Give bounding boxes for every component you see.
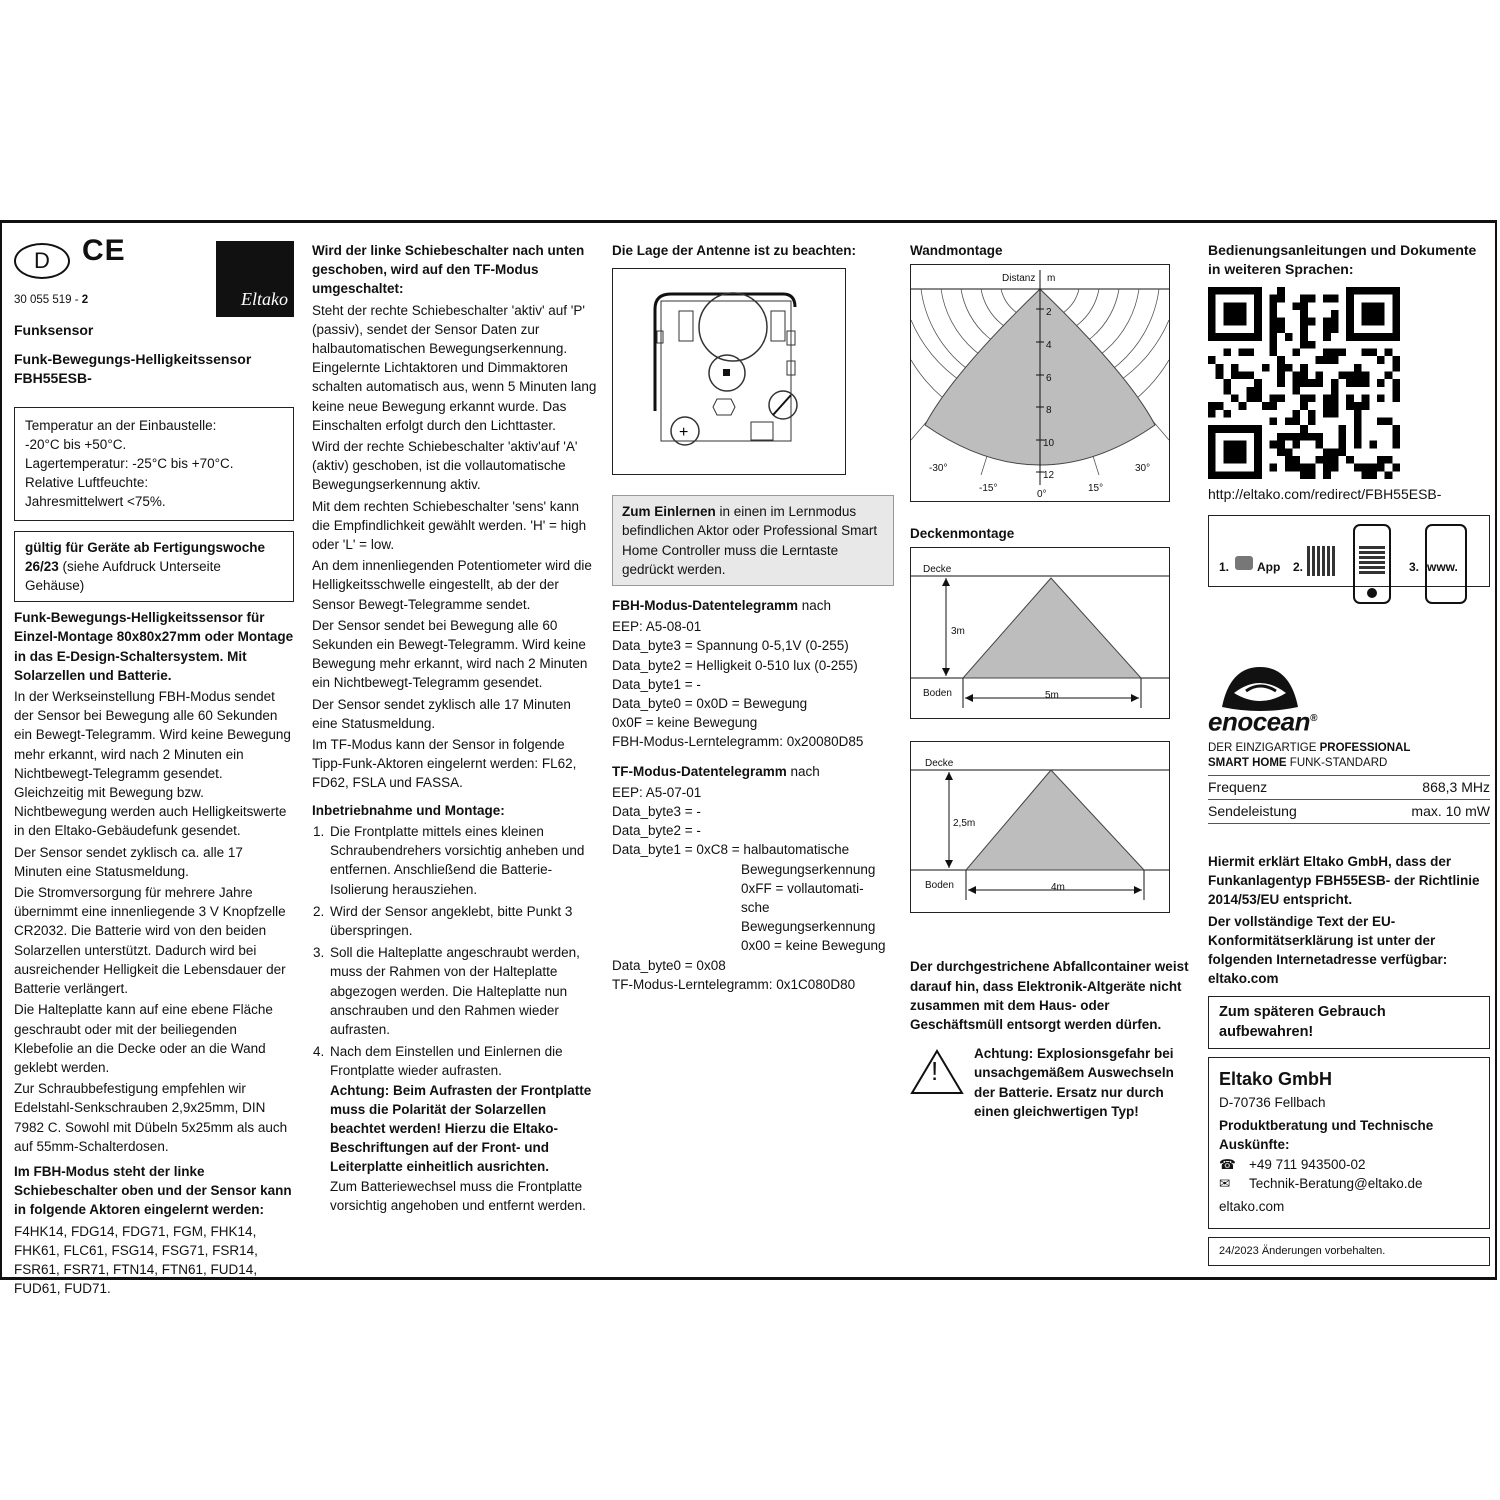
website: eltako.com <box>1219 1199 1285 1215</box>
docs-url: http://eltako.com/redirect/FBH55ESB- <box>1208 486 1442 503</box>
conformity-declaration: Hiermit erklärt Eltako GmbH, dass der Funkanlagentyp FBH55ESB- der Richtlinie 2014/53/EU entspricht. <box>1208 854 1480 908</box>
paragraph: Die Halteplatte kann auf eine ebene Fläche geschraubt oder mit der beiliegenden Klebefolie an die Decke oder an die Wand geklebt werden. <box>14 1002 273 1075</box>
model-number: FBH55ESB- <box>14 370 92 387</box>
step-1-number: 1. <box>1219 559 1230 574</box>
contact-box <box>1208 1057 1490 1229</box>
angle-label: 0° <box>1037 489 1047 501</box>
spec-line: Temperatur an der Einbaustelle: <box>25 417 217 433</box>
conformity-text-link: Der vollständige Text der EU-Konformitätserklärung ist unter der folgenden Internetadresse verfügbar: eltako.com <box>1208 913 1448 987</box>
column-2 <box>312 241 597 1218</box>
tf-line: Bewegungserkennung <box>741 919 876 935</box>
distance-tick: 8 <box>1046 405 1052 417</box>
ceiling-label: Decke <box>925 758 954 770</box>
tf-line: Data_byte1 = 0xC8 = halbautomatische <box>612 842 850 858</box>
country-badge: D <box>14 243 70 279</box>
setup-step: 2. Wird der Sensor angeklebt, bitte Punkt 3 überspringen. <box>328 902 597 940</box>
ceiling-diagram-3m <box>910 547 1170 719</box>
ce-mark: CE <box>82 234 126 267</box>
step-2-number: 2. <box>1293 559 1304 574</box>
docs-heading: Bedienungsanleitungen und Dokumente in weiteren Sprachen: <box>1208 242 1477 278</box>
battery-warning <box>910 1044 1192 1124</box>
paragraph: Zur Schraubbefestigung empfehlen wir Edelstahl-Senkschrauben 2,9x25mm, DIN 7982 C. Sowohl mit Dübeln 5x25mm als auch auf 55mm-Schalterdosen. <box>14 1081 288 1154</box>
disposal-note: Der durchgestrichene Abfallcontainer weist darauf hin, dass Elektronik-Altgeräte nicht zusammen mit dem Haus- oder Geschäftsmüll entsorgt werden dürfen. <box>910 959 1189 1033</box>
footer-note: 24/2023 Änderungen vorbehalten. <box>1208 1237 1490 1266</box>
setup-heading: Inbetriebnahme und Montage: <box>312 802 505 818</box>
paragraph: In der Werkseinstellung FBH-Modus sendet der Sensor bei Bewegung alle 60 Sekunden ein Bewegt-Telegramm. Wird keine Bewegung mehr erkannt, wird nach 2 Minuten ein Nichtbewegt-Telegramm gesendet. Gleichzeitig mit Bewegung bzw. Nichtbewegung werden auch Helligkeitswerte in den Eltako-Gebäudefunk gesendet. <box>14 689 291 839</box>
angle-label: 15° <box>1088 483 1104 495</box>
fbh-line: EEP: A5-08-01 <box>612 619 702 635</box>
spec-line: Jahresmittelwert <75%. <box>25 494 166 510</box>
height-label: 2,5m <box>953 818 976 830</box>
enocean-tagline: DER EINZIGARTIGE PROFESSIONAL SMART HOME FUNK-STANDARD <box>1208 741 1411 769</box>
tf-mode-heading: Wird der linke Schiebeschalter nach unten geschoben, wird auf den TF-Modus umgeschaltet: <box>312 243 585 297</box>
width-label: 5m <box>1045 690 1059 702</box>
company-city: D-70736 Fellbach <box>1219 1095 1326 1111</box>
setup-step: 3. Soll die Halteplatte angeschraubt werden, muss der Rahmen von der Halteplatte abgezogen werden. Die Halteplatte nun anschrauben und den Rahmen wieder aufrasten. <box>328 943 597 1039</box>
instruction-sheet <box>0 220 1497 1297</box>
angle-label: -15° <box>979 483 998 495</box>
distance-tick: 4 <box>1046 340 1052 352</box>
antenna-diagram <box>612 268 846 475</box>
qr-code <box>1208 287 1400 479</box>
column-1 <box>14 234 294 1300</box>
ceiling-label: Decke <box>923 564 952 576</box>
step-3-number: 3. <box>1409 559 1420 574</box>
paragraph: Im TF-Modus kann der Sensor in folgende Tipp-Funk-Aktoren eingelernt werden: FL62, FD62, FSLA und FASSA. <box>312 737 577 791</box>
height-label: 3m <box>951 626 965 638</box>
advice-heading: Produktberatung und Technische Auskünfte: <box>1219 1118 1434 1153</box>
fbh-telegram-heading: FBH-Modus-Datentelegramm nach <box>612 598 832 614</box>
spec-box <box>14 407 294 521</box>
step-1-label: App <box>1257 559 1281 574</box>
phone-button <box>1367 588 1377 598</box>
spec-line: -20°C bis +50°C. <box>25 436 127 452</box>
fbh-actuators-heading: Im FBH-Modus steht der linke Schiebeschalter oben und der Sensor kann in folgende Aktoren eingelernt werden: <box>14 1163 292 1218</box>
tf-line: Bewegungserkennung <box>741 861 876 877</box>
specs-table <box>1208 775 1490 824</box>
column-4 <box>910 241 1192 1124</box>
qr-code-image <box>1208 287 1400 479</box>
company-name: Eltako GmbH <box>1219 1068 1333 1089</box>
fbh-line: Data_byte3 = Spannung 0-5,1V (0-255) <box>612 638 849 654</box>
frequency-row: Frequenz 868,3 MHz <box>1208 776 1490 800</box>
paragraph: Steht der rechte Schiebeschalter 'aktiv' auf 'P' (passiv), sendet der Sensor Daten zur halbautomatischen Bewegungserkennung. Eingelernte Lichtaktoren und Dimmaktoren schalten automatisch aus, wenn 5 Minuten lang keine neue Bewegung erkannt wurde. Das Einschalten erfolgt durch den Lichttaster. <box>312 302 597 433</box>
phone-icon-glyph: ☎ <box>1219 1156 1236 1172</box>
tf-line: Data_byte3 = - <box>612 804 701 820</box>
column-3 <box>612 241 894 994</box>
fbh-line: Data_byte0 = 0x0D = Bewegung <box>612 696 808 712</box>
article-number: 30 055 519 - 2 <box>14 294 89 306</box>
mail-icon: ✉ <box>1219 1175 1231 1191</box>
warning-text: Achtung: Explosionsgefahr bei unsachgemäßem Auswechseln der Batterie. Ersatz nur durch einen gleichwertigen Typ! <box>974 1046 1174 1119</box>
fbh-line: 0x0F = keine Bewegung <box>612 715 758 731</box>
angle-label: -30° <box>929 463 948 475</box>
tf-line: 0xFF = vollautomati- <box>741 880 864 896</box>
width-label: 4m <box>1051 882 1065 894</box>
antenna-heading: Die Lage der Antenne ist zu beachten: <box>612 243 857 258</box>
steps-box <box>1208 515 1490 587</box>
setup-steps <box>312 822 597 1215</box>
fbh-line: FBH-Modus-Lerntelegramm: 0x20080D85 <box>612 734 864 750</box>
step-3-label: www. <box>1427 559 1458 574</box>
tf-line: EEP: A5-07-01 <box>612 784 702 800</box>
svg-text:+: + <box>679 424 689 442</box>
column-5 <box>1208 241 1490 1266</box>
angle-label: 30° <box>1135 463 1151 475</box>
tf-line: Data_byte2 = - <box>612 823 701 839</box>
paragraph: Die Stromversorgung für mehrere Jahre übernimmt eine innenliegende 3 V Knopfzelle CR2032. Die Batterie wird von den beiden Solarzellen unterstützt. Dadurch wird bei ausreichender Helligkeit die Lebensdauer der Batterie verlängert. <box>14 885 286 997</box>
validity-box: gültig für Geräte ab Fertigungswoche 26/23 (siehe Aufdruck Unterseite Gehäuse) <box>14 531 294 603</box>
fbh-line: Data_byte1 = - <box>612 676 701 692</box>
product-name: Funk-Bewegungs-Helligkeitssensor <box>14 351 252 368</box>
setup-step: 1. Die Frontplatte mittels eines kleinen Schraubendrehers vorsichtig anheben und entfernen. Anschließend die Batterie-Isolierung herausziehen. <box>328 822 597 899</box>
distance-label: Distanz <box>1002 273 1036 285</box>
setup-step: 4. Nach dem Einstellen und Einlernen die Frontplatte wieder aufrasten. Achtung: Beim Aufrasten der Frontplatte muss die Polarität der Solarzellen beachtet werden! Hierzu die Eltako-Beschriftungen auf der Front- und Leiterplatte einheitlich ausrichten. Zum Batteriewechsel muss die Frontplatte vorsichtig angehoben und entfernt werden. <box>328 1042 597 1215</box>
phone-line: ☎ +49 711 943500-02 <box>1219 1155 1479 1174</box>
tf-line: sche <box>741 900 770 916</box>
tf-line: Data_byte0 = 0x08 <box>612 957 726 973</box>
distance-tick: 6 <box>1046 373 1052 385</box>
distance-tick: 12 <box>1043 470 1055 482</box>
paragraph: Mit dem rechten Schiebeschalter 'sens' kann die Empfindlichkeit gewählt werden. 'H' = high oder 'L' = low. <box>312 498 587 553</box>
keep-notice: Zum späteren Gebrauch aufbewahren! <box>1208 996 1490 1048</box>
wall-mount-diagram <box>910 264 1170 502</box>
enocean-wordmark: enocean® <box>1208 706 1317 737</box>
floor-label: Boden <box>925 880 954 892</box>
power-row: Sendeleistung max. 10 mW <box>1208 800 1490 824</box>
learn-info-box: Zum Einlernen in einen im Lernmodus befindlichen Aktor oder Professional Smart Home Controller muss die Lerntaste gedrückt werden. <box>612 495 894 586</box>
fbh-actuators-list: F4HK14, FDG14, FDG71, FGM, FHK14, FHK61, FLC61, FSG14, FSG71, FSR14, FSR61, FSR71, FTN14, FTN61, FUD14, FUD61, FUD71. <box>14 1223 258 1297</box>
tf-telegram-heading: TF-Modus-Datentelegramm nach <box>612 763 820 779</box>
paragraph: Der Sensor sendet zyklisch ca. alle 17 Minuten eine Statusmeldung. <box>14 844 243 879</box>
pcb-drawing <box>613 269 845 474</box>
eltako-logo: Eltako <box>216 241 294 317</box>
fbh-line: Data_byte2 = Helligkeit 0-510 lux (0-255) <box>612 657 858 673</box>
distance-tick: 2 <box>1046 307 1052 319</box>
wall-coverage-drawing <box>911 265 1169 501</box>
distance-tick: 10 <box>1043 438 1055 450</box>
paragraph: Der Sensor sendet bei Bewegung alle 60 Sekunden ein Bewegt-Telegramm. Wird keine Bewegung mehr erkannt, wird nach 2 Minuten ein Nichtbewegt-Telegramm gesendet. <box>312 617 588 691</box>
floor-label: Boden <box>923 688 952 700</box>
tf-line: 0x00 = keine Bewegung <box>741 938 886 954</box>
distance-unit: m <box>1047 273 1056 285</box>
product-type: Funksensor <box>14 322 94 338</box>
small-qr-icon <box>1307 546 1337 576</box>
enocean-logo <box>1208 665 1490 735</box>
paragraph: An dem innenliegenden Potentiometer wird die Helligkeitsschwelle eingestellt, ab der der Sensor Bewegt-Telegramme sendet. <box>312 558 592 612</box>
paragraph: Wird der rechte Schiebeschalter 'aktiv'auf 'A' (aktiv) geschoben, ist die vollautomatische Bewegungserkennung aktiv. <box>312 439 578 493</box>
spec-line: Lagertemperatur: -25°C bis +70°C. <box>25 456 234 472</box>
camera-icon <box>1235 556 1253 570</box>
phone-screen-qr <box>1359 544 1385 574</box>
warning-icon-mark: ! <box>931 1056 939 1087</box>
wall-mount-heading: Wandmontage <box>910 243 1003 258</box>
ceiling-mount-heading: Deckenmontage <box>910 526 1015 542</box>
intro-text: Funk-Bewegungs-Helligkeitssensor für Einzel-Montage 80x80x27mm oder Montage in das E-Design-Schaltersystem. Mit Solarzellen und Batterie. <box>14 610 294 683</box>
ceiling-diagram-2-5m <box>910 741 1170 913</box>
tf-line: TF-Modus-Lerntelegramm: 0x1C080D80 <box>612 976 856 992</box>
email-line: ✉ Technik-Beratung@eltako.de <box>1219 1174 1479 1193</box>
spec-line: Relative Luftfeuchte: <box>25 475 149 491</box>
paragraph: Der Sensor sendet zyklisch alle 17 Minuten eine Statusmeldung. <box>312 696 571 731</box>
